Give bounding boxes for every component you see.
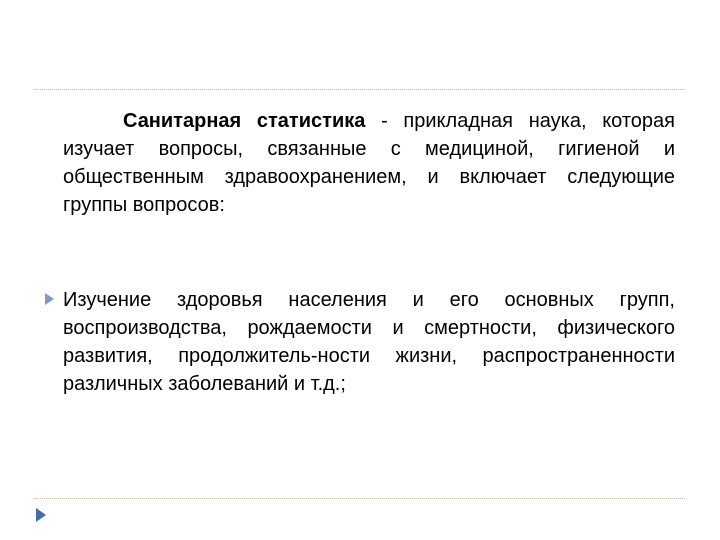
bullet-item: Изучение здоровья населения и его основных групп, воспроизводства, рождаемости и смертности, физического развития, продолжитель-ности жизни, распространенности различных заболеваний и т.д.; [63,289,675,395]
intro-paragraph [63,107,675,219]
bottom-divider [35,498,685,499]
intro-term: Санитарная статистика [123,110,366,132]
next-slide-icon[interactable] [36,508,46,522]
intro-text: - прикладная наука, которая изучает вопросы, связанные с медициной, гигиеной и общественным здравоохранением, и включает следующие группы вопросов: [63,110,675,216]
top-divider [35,89,685,90]
bullet-triangle-icon [45,293,54,305]
